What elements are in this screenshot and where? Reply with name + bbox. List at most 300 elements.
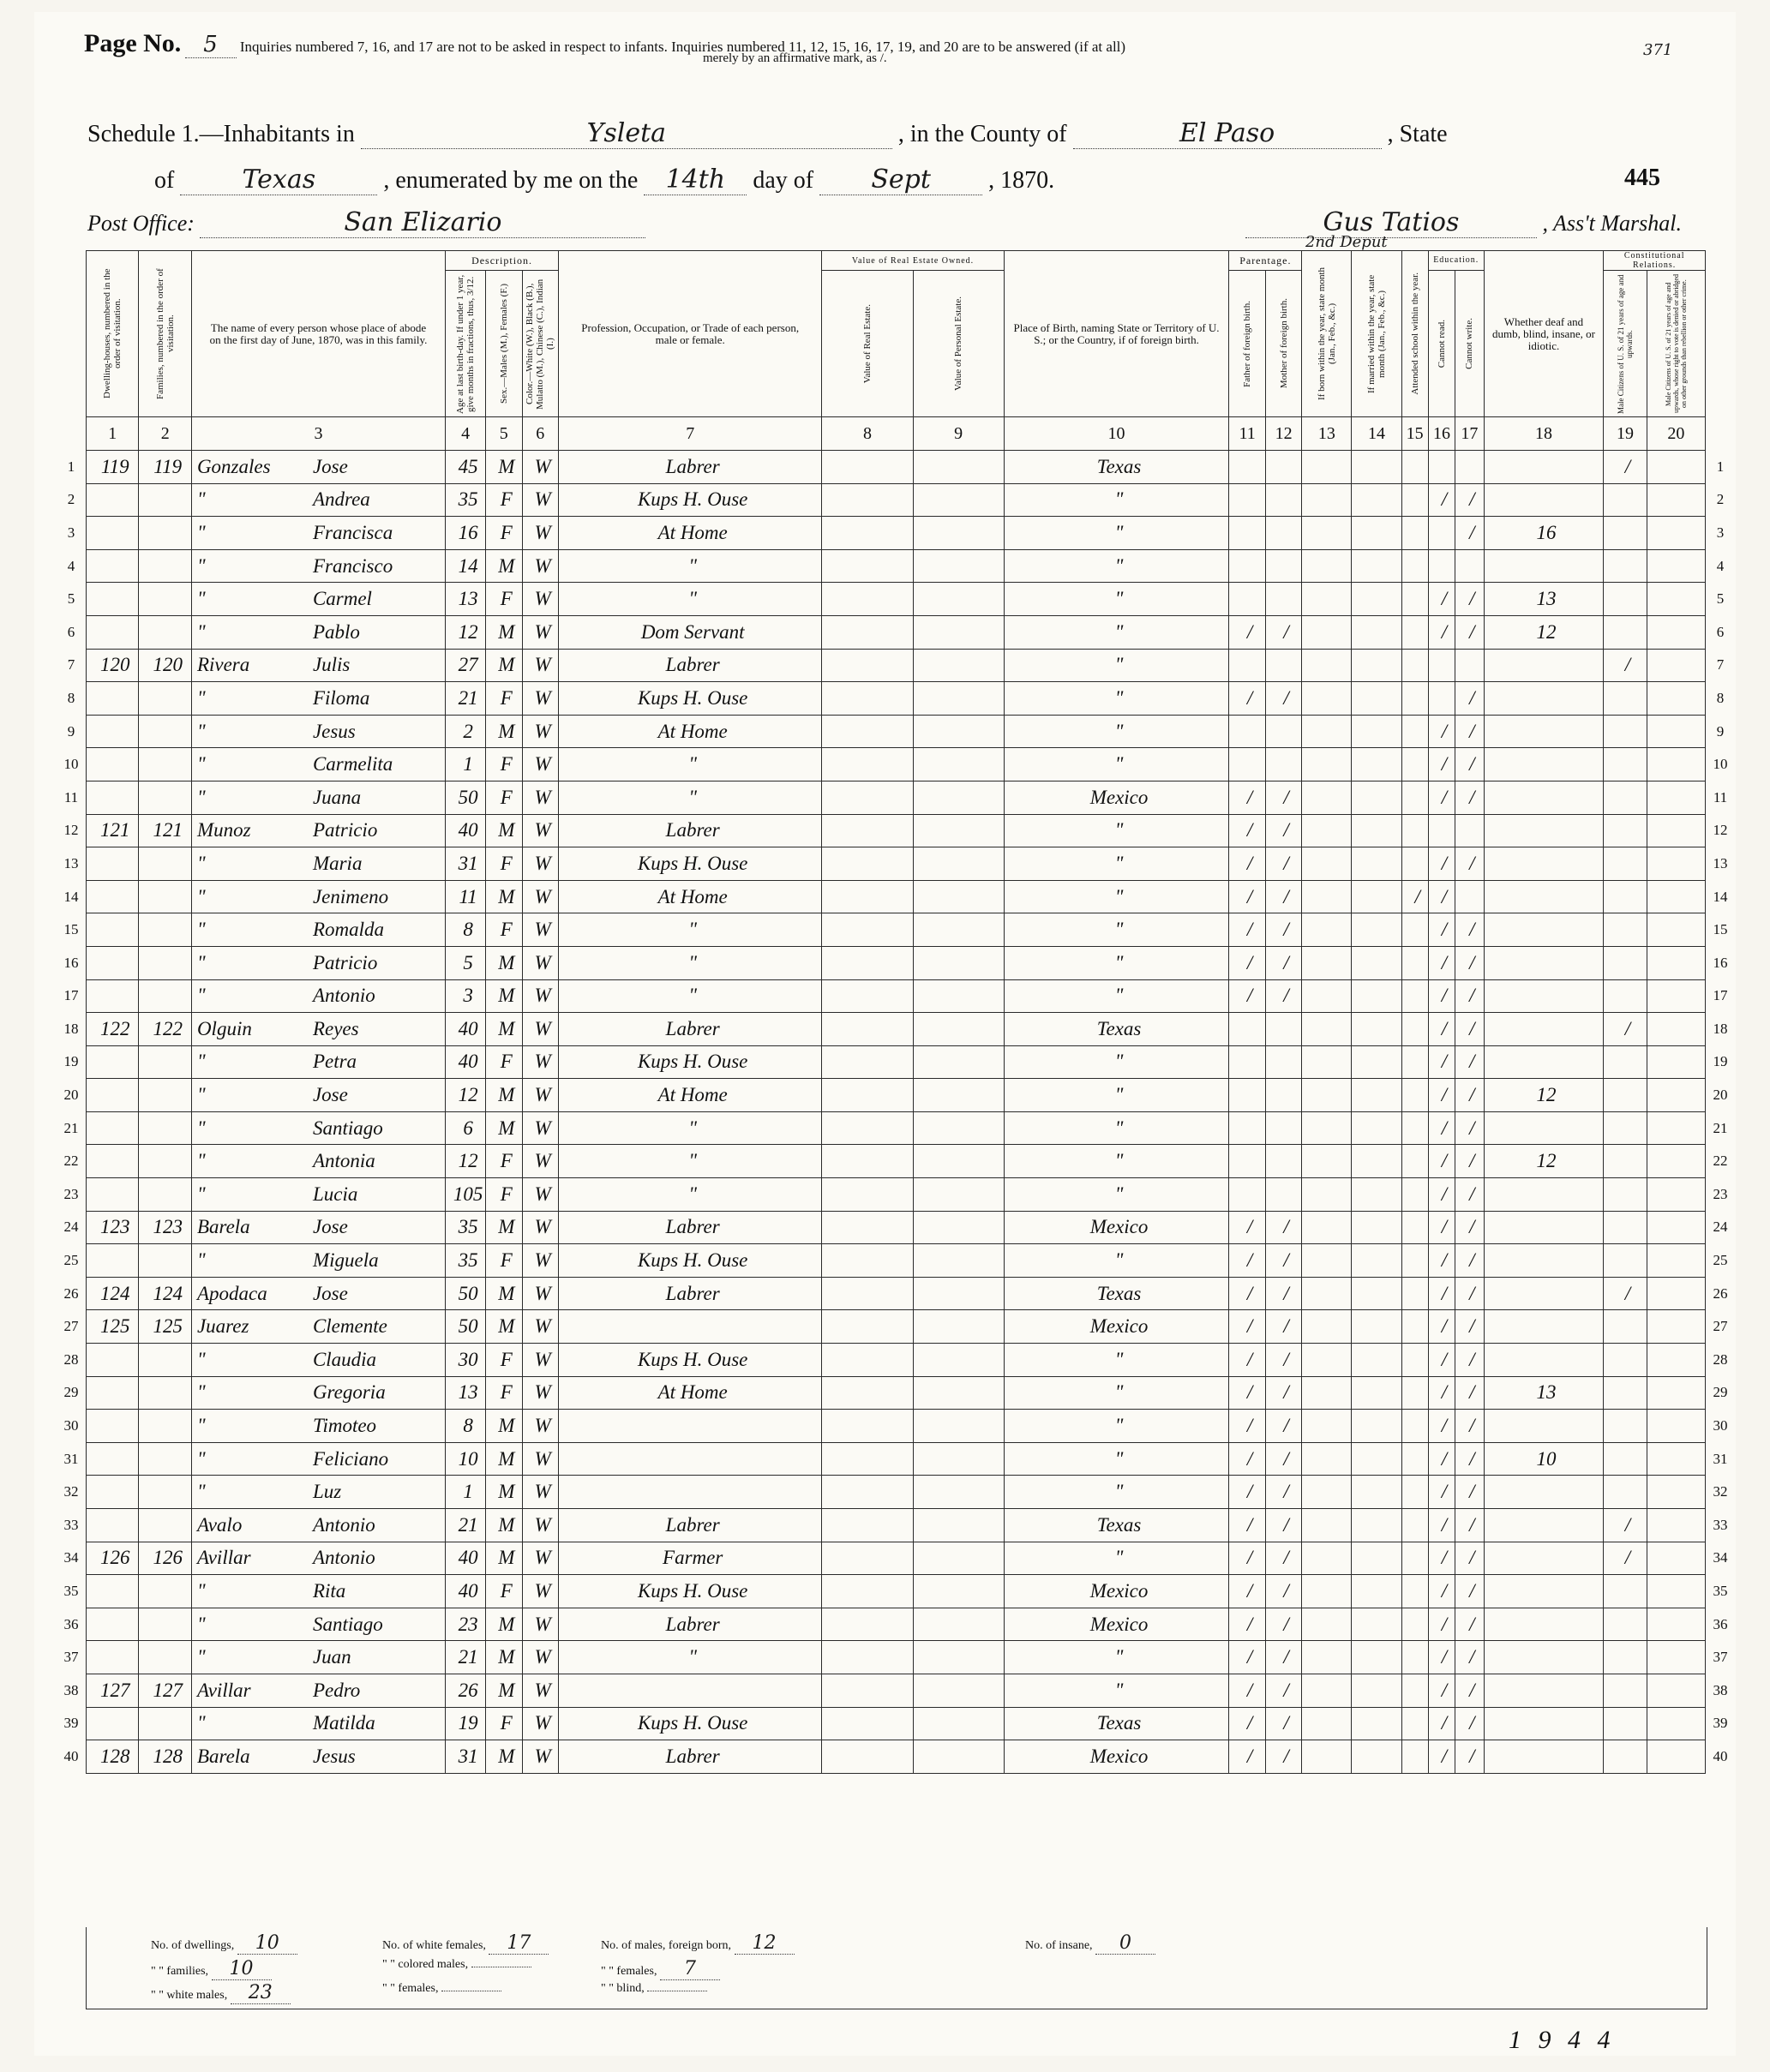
color: W	[522, 880, 558, 913]
color: W	[522, 1542, 558, 1575]
attended-school	[1401, 549, 1428, 583]
male-citizen	[1604, 483, 1647, 517]
birthplace: Texas	[1004, 1277, 1229, 1310]
column-number: 11	[1229, 417, 1265, 451]
real-estate-value	[822, 946, 913, 979]
table-row	[87, 1211, 1706, 1244]
age: 13	[446, 583, 486, 616]
person-name	[191, 1542, 445, 1575]
mother-foreign	[1265, 1079, 1301, 1112]
attended-school	[1401, 1442, 1428, 1476]
male-citizen	[1604, 979, 1647, 1013]
age: 8	[446, 913, 486, 947]
male-citizen: /	[1604, 1277, 1647, 1310]
born-within-year	[1302, 583, 1352, 616]
family-number: 119	[139, 451, 191, 484]
row-number: 20	[63, 1087, 79, 1104]
color: W	[522, 979, 558, 1013]
age: 14	[446, 549, 486, 583]
row-number: 3	[1716, 524, 1725, 541]
surname: "	[196, 1481, 206, 1503]
age: 1	[446, 748, 486, 781]
table-row	[87, 649, 1706, 682]
birthplace: Texas	[1004, 1707, 1229, 1740]
male-citizen	[1604, 1410, 1647, 1443]
birthplace: "	[1004, 1542, 1229, 1575]
vote-denied	[1647, 1013, 1705, 1046]
dwelling-number	[87, 615, 139, 649]
color: W	[522, 1145, 558, 1178]
summary-foreign-females: " " females, 7	[601, 1958, 720, 1980]
occupation: Kups H. Ouse	[559, 483, 822, 517]
person-name	[191, 1211, 445, 1244]
row-number: 24	[63, 1219, 79, 1236]
cannot-write: /	[1455, 1542, 1485, 1575]
given-name: Antonio	[312, 985, 375, 1007]
given-name: Clemente	[312, 1315, 387, 1338]
group-education: Education.	[1428, 251, 1484, 271]
sex: M	[486, 1277, 522, 1310]
married-within-year	[1352, 748, 1401, 781]
color: W	[522, 1641, 558, 1674]
mother-foreign: /	[1265, 880, 1301, 913]
married-within-year	[1352, 1674, 1401, 1707]
row-number: 9	[67, 722, 75, 740]
attended-school	[1401, 1509, 1428, 1542]
person-name	[191, 1410, 445, 1443]
person-name	[191, 649, 445, 682]
marshal-signature-2: 2nd Deput	[1305, 233, 1388, 251]
stamp-number: 445	[1624, 165, 1660, 191]
cannot-write: /	[1455, 1476, 1485, 1509]
cannot-read: /	[1428, 715, 1455, 748]
given-name: Jose	[312, 1282, 348, 1304]
occupation: Labrer	[559, 1740, 822, 1774]
father-foreign	[1229, 549, 1265, 583]
color: W	[522, 1608, 558, 1641]
male-citizen	[1604, 1045, 1647, 1079]
personal-estate-value	[913, 1608, 1004, 1641]
real-estate-value	[822, 1707, 913, 1740]
father-foreign: /	[1229, 1376, 1265, 1410]
page-header	[84, 29, 1125, 58]
surname: "	[196, 1579, 206, 1602]
birthplace: "	[1004, 880, 1229, 913]
male-citizen	[1604, 517, 1647, 550]
mother-foreign: /	[1265, 979, 1301, 1013]
deaf-blind-note: 13	[1484, 1376, 1604, 1410]
vote-denied	[1647, 1079, 1705, 1112]
row-number: 9	[1716, 722, 1725, 740]
mother-foreign: /	[1265, 1344, 1301, 1377]
row-number: 22	[1713, 1153, 1728, 1170]
father-foreign: /	[1229, 1344, 1265, 1377]
sex: F	[486, 1376, 522, 1410]
father-foreign	[1229, 1013, 1265, 1046]
color: W	[522, 615, 558, 649]
real-estate-value	[822, 1145, 913, 1178]
deaf-blind-note	[1484, 1575, 1604, 1608]
vote-denied	[1647, 1542, 1705, 1575]
occupation: "	[559, 748, 822, 781]
vote-denied	[1647, 451, 1705, 484]
attended-school	[1401, 715, 1428, 748]
born-within-year	[1302, 1244, 1352, 1278]
person-name	[191, 1145, 445, 1178]
married-within-year	[1352, 715, 1401, 748]
family-number	[139, 483, 191, 517]
attended-school	[1401, 615, 1428, 649]
age: 40	[446, 1542, 486, 1575]
personal-estate-value	[913, 715, 1004, 748]
table-row	[87, 913, 1706, 947]
deaf-blind-note	[1484, 1013, 1604, 1046]
person-name	[191, 549, 445, 583]
age: 21	[446, 1509, 486, 1542]
age: 11	[446, 880, 486, 913]
real-estate-value	[822, 1476, 913, 1509]
born-within-year	[1302, 847, 1352, 881]
surname: Juarez	[196, 1315, 249, 1338]
person-name	[191, 615, 445, 649]
mother-foreign: /	[1265, 1376, 1301, 1410]
dwelling-number: 126	[87, 1542, 139, 1575]
vote-denied	[1647, 1575, 1705, 1608]
dwelling-number	[87, 979, 139, 1013]
cannot-read: /	[1428, 1542, 1455, 1575]
table-row	[87, 451, 1706, 484]
vote-denied	[1647, 682, 1705, 716]
given-name: Patricio	[312, 819, 378, 841]
married-within-year	[1352, 1079, 1401, 1112]
vote-denied	[1647, 1740, 1705, 1774]
attended-school	[1401, 517, 1428, 550]
personal-estate-value	[913, 1410, 1004, 1443]
person-name	[191, 1641, 445, 1674]
father-foreign	[1229, 1178, 1265, 1212]
person-name	[191, 1045, 445, 1079]
row-number: 18	[1713, 1020, 1728, 1037]
family-number	[139, 1410, 191, 1443]
person-name	[191, 814, 445, 847]
row-number: 24	[1713, 1219, 1728, 1236]
male-citizen	[1604, 1575, 1647, 1608]
row-number: 33	[63, 1516, 79, 1533]
column-number-row	[87, 417, 1706, 451]
cannot-write: /	[1455, 979, 1485, 1013]
surname: "	[196, 951, 206, 973]
personal-estate-value	[913, 1277, 1004, 1310]
born-within-year	[1302, 1045, 1352, 1079]
occupation: At Home	[559, 880, 822, 913]
married-within-year	[1352, 649, 1401, 682]
married-within-year	[1352, 1740, 1401, 1774]
birthplace: "	[1004, 1442, 1229, 1476]
surname: Avalo	[196, 1513, 243, 1536]
personal-estate-value	[913, 517, 1004, 550]
male-citizen	[1604, 1641, 1647, 1674]
mother-foreign: /	[1265, 1641, 1301, 1674]
birthplace: "	[1004, 1674, 1229, 1707]
married-within-year	[1352, 1344, 1401, 1377]
family-number	[139, 1244, 191, 1278]
row-number: 30	[63, 1417, 79, 1434]
birthplace: "	[1004, 748, 1229, 781]
row-number: 27	[63, 1318, 79, 1335]
given-name: Maria	[312, 852, 363, 874]
personal-estate-value	[913, 748, 1004, 781]
given-name: Gregoria	[312, 1381, 386, 1404]
color: W	[522, 781, 558, 814]
row-number: 23	[1713, 1185, 1728, 1202]
color: W	[522, 1376, 558, 1410]
real-estate-value	[822, 814, 913, 847]
mother-foreign: /	[1265, 946, 1301, 979]
col-head-12: Mother of foreign birth.	[1265, 271, 1301, 417]
table-row	[87, 1641, 1706, 1674]
cannot-read: /	[1428, 1376, 1455, 1410]
occupation: At Home	[559, 715, 822, 748]
born-within-year	[1302, 1344, 1352, 1377]
birthplace: "	[1004, 1079, 1229, 1112]
cannot-read: /	[1428, 880, 1455, 913]
deaf-blind-note	[1484, 1740, 1604, 1774]
real-estate-value	[822, 1013, 913, 1046]
occupation: Kups H. Ouse	[559, 682, 822, 716]
family-number: 127	[139, 1674, 191, 1707]
family-number: 123	[139, 1211, 191, 1244]
real-estate-value	[822, 880, 913, 913]
married-within-year	[1352, 1542, 1401, 1575]
personal-estate-value	[913, 1509, 1004, 1542]
occupation	[559, 1410, 822, 1443]
deaf-blind-note	[1484, 1178, 1604, 1212]
cannot-read: /	[1428, 979, 1455, 1013]
vote-denied	[1647, 649, 1705, 682]
attended-school	[1401, 1641, 1428, 1674]
family-number	[139, 1376, 191, 1410]
surname: "	[196, 1415, 206, 1437]
age: 5	[446, 946, 486, 979]
male-citizen: /	[1604, 1542, 1647, 1575]
dwelling-number	[87, 913, 139, 947]
deaf-blind-note: 12	[1484, 1145, 1604, 1178]
age: 35	[446, 1211, 486, 1244]
deaf-blind-note: 10	[1484, 1442, 1604, 1476]
real-estate-value	[822, 1674, 913, 1707]
born-within-year	[1302, 946, 1352, 979]
married-within-year	[1352, 1178, 1401, 1212]
given-name: Jesus	[312, 720, 356, 742]
father-foreign: /	[1229, 1707, 1265, 1740]
cannot-write: /	[1455, 583, 1485, 616]
summary-foreign-males: No. of males, foreign born, 12	[601, 1932, 795, 1955]
col-head-18: Whether deaf and dumb, blind, insane, or idiotic.	[1484, 251, 1604, 417]
column-number: 12	[1265, 417, 1301, 451]
dwelling-number	[87, 583, 139, 616]
vote-denied	[1647, 1244, 1705, 1278]
table-row	[87, 1740, 1706, 1774]
real-estate-value	[822, 1344, 913, 1377]
vote-denied	[1647, 615, 1705, 649]
deaf-blind-note	[1484, 682, 1604, 716]
surname: "	[196, 1447, 206, 1470]
male-citizen	[1604, 1344, 1647, 1377]
occupation: "	[559, 549, 822, 583]
table-row	[87, 1476, 1706, 1509]
mother-foreign	[1265, 517, 1301, 550]
born-within-year	[1302, 549, 1352, 583]
real-estate-value	[822, 1442, 913, 1476]
age: 105	[446, 1178, 486, 1212]
born-within-year	[1302, 1476, 1352, 1509]
row-number: 14	[63, 888, 79, 905]
surname: "	[196, 686, 206, 709]
married-within-year	[1352, 483, 1401, 517]
row-number: 8	[67, 689, 75, 706]
sex: M	[486, 649, 522, 682]
mother-foreign: /	[1265, 814, 1301, 847]
color: W	[522, 1111, 558, 1145]
birthplace: "	[1004, 549, 1229, 583]
row-number: 40	[63, 1747, 79, 1764]
male-citizen	[1604, 1376, 1647, 1410]
personal-estate-value	[913, 615, 1004, 649]
county-value: El Paso	[1073, 118, 1382, 149]
column-number: 4	[446, 417, 486, 451]
occupation: "	[559, 1178, 822, 1212]
vote-denied	[1647, 1509, 1705, 1542]
personal-estate-value	[913, 1674, 1004, 1707]
summary-blind: " " blind,	[601, 1982, 707, 1996]
married-within-year	[1352, 1376, 1401, 1410]
cannot-write: /	[1455, 913, 1485, 947]
mother-foreign: /	[1265, 1244, 1301, 1278]
row-number: 27	[1713, 1318, 1728, 1335]
sex: F	[486, 682, 522, 716]
male-citizen	[1604, 913, 1647, 947]
attended-school	[1401, 814, 1428, 847]
birthplace: "	[1004, 517, 1229, 550]
color: W	[522, 549, 558, 583]
occupation: "	[559, 1641, 822, 1674]
column-number: 2	[139, 417, 191, 451]
occupation	[559, 1476, 822, 1509]
attended-school	[1401, 847, 1428, 881]
family-number	[139, 946, 191, 979]
attended-school	[1401, 1013, 1428, 1046]
cannot-read: /	[1428, 748, 1455, 781]
table-row	[87, 1410, 1706, 1443]
of-label: of	[154, 167, 175, 194]
birthplace: "	[1004, 615, 1229, 649]
table-row	[87, 583, 1706, 616]
real-estate-value	[822, 1410, 913, 1443]
personal-estate-value	[913, 1707, 1004, 1740]
age: 3	[446, 979, 486, 1013]
attended-school	[1401, 781, 1428, 814]
table-row	[87, 1344, 1706, 1377]
age: 26	[446, 1674, 486, 1707]
cannot-write: /	[1455, 1740, 1485, 1774]
dwelling-number	[87, 1244, 139, 1278]
personal-estate-value	[913, 946, 1004, 979]
surname: Gonzales	[196, 455, 271, 477]
summary-colored-males: " " colored males,	[382, 1958, 531, 1972]
dwelling-number	[87, 483, 139, 517]
given-name: Timoteo	[312, 1415, 377, 1437]
row-number: 7	[1716, 656, 1725, 674]
day-value: 14th	[644, 165, 747, 195]
vote-denied	[1647, 1277, 1705, 1310]
post-office-label: Post Office:	[87, 211, 195, 236]
row-number: 38	[1713, 1681, 1728, 1698]
male-citizen	[1604, 1674, 1647, 1707]
married-within-year	[1352, 814, 1401, 847]
given-name: Filoma	[312, 686, 370, 709]
family-number: 120	[139, 649, 191, 682]
col-head-16: Cannot read.	[1428, 271, 1455, 417]
mother-foreign	[1265, 1111, 1301, 1145]
born-within-year	[1302, 1079, 1352, 1112]
cannot-read: /	[1428, 1045, 1455, 1079]
group-value: Value of Real Estate Owned.	[822, 251, 1004, 271]
row-number: 7	[67, 656, 75, 674]
cannot-read: /	[1428, 1013, 1455, 1046]
given-name: Miguela	[312, 1249, 379, 1272]
birthplace: "	[1004, 649, 1229, 682]
age: 12	[446, 615, 486, 649]
age: 50	[446, 1310, 486, 1344]
cannot-write: /	[1455, 1509, 1485, 1542]
occupation: Farmer	[559, 1542, 822, 1575]
male-citizen	[1604, 1310, 1647, 1344]
married-within-year	[1352, 1111, 1401, 1145]
cannot-write: /	[1455, 1344, 1485, 1377]
birthplace: "	[1004, 483, 1229, 517]
census-sheet	[34, 12, 1736, 2056]
vote-denied	[1647, 1310, 1705, 1344]
table-row	[87, 1244, 1706, 1278]
attended-school	[1401, 483, 1428, 517]
mother-foreign: /	[1265, 1277, 1301, 1310]
age: 31	[446, 1740, 486, 1774]
family-number	[139, 715, 191, 748]
father-foreign: /	[1229, 847, 1265, 881]
male-citizen	[1604, 1145, 1647, 1178]
cannot-read: /	[1428, 1608, 1455, 1641]
given-name: Andrea	[312, 488, 370, 511]
dwelling-number	[87, 880, 139, 913]
cannot-read: /	[1428, 913, 1455, 947]
cannot-read: /	[1428, 1079, 1455, 1112]
born-within-year	[1302, 1641, 1352, 1674]
table-row	[87, 1277, 1706, 1310]
occupation: Kups H. Ouse	[559, 1575, 822, 1608]
person-name	[191, 748, 445, 781]
married-within-year	[1352, 583, 1401, 616]
surname: Rivera	[196, 654, 250, 676]
given-name: Francisca	[312, 521, 393, 543]
sex: M	[486, 1211, 522, 1244]
cannot-write: /	[1455, 748, 1485, 781]
deaf-blind-note	[1484, 1410, 1604, 1443]
row-number: 36	[1713, 1615, 1728, 1632]
birthplace: "	[1004, 1641, 1229, 1674]
age: 27	[446, 649, 486, 682]
age: 8	[446, 1410, 486, 1443]
sex: M	[486, 1740, 522, 1774]
